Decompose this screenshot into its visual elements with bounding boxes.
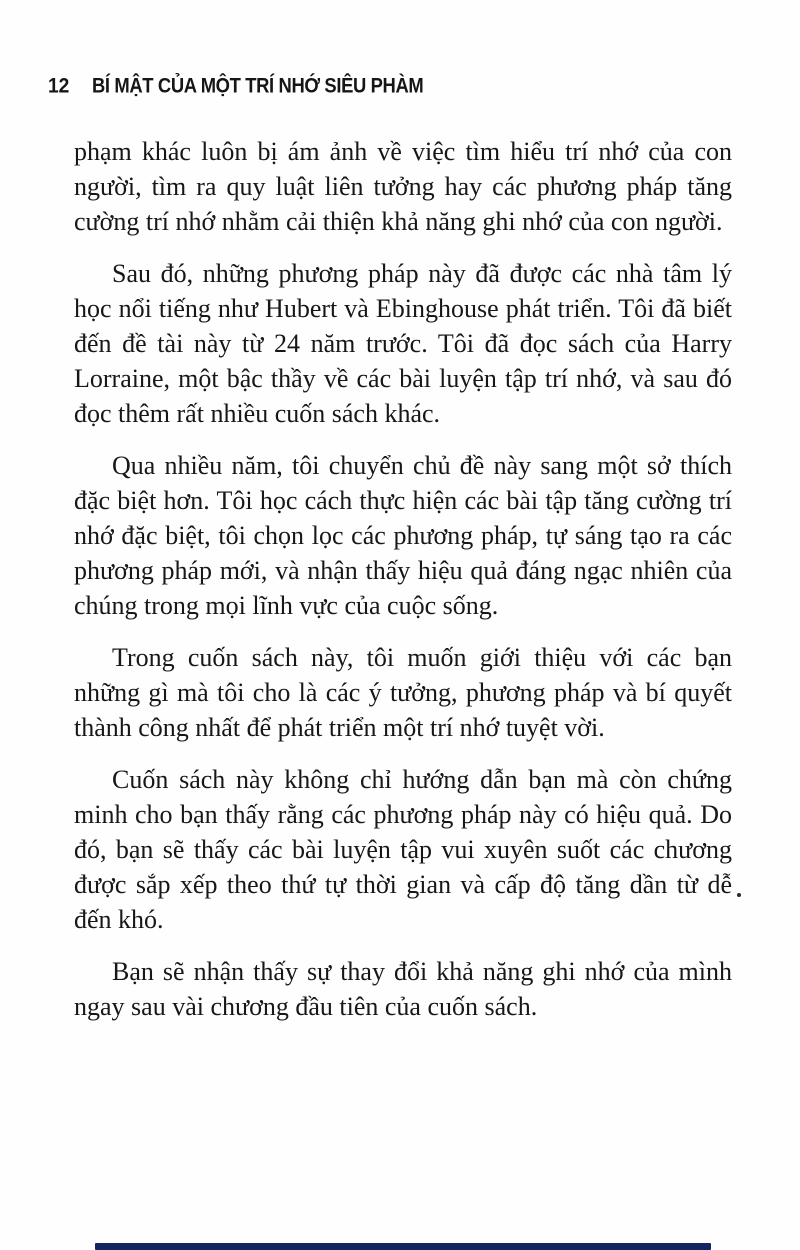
page-body [74, 134, 732, 1041]
body-paragraph: Cuốn sách này không chỉ hướng dẫn bạn mà còn chứng minh cho bạn thấy rằng các phương pháp này có hiệu quả. Do đó, bạn sẽ thấy các bài luyện tập vui xuyên suốt các chương được sắp xếp theo thứ tự thời gian và cấp độ tăng dần từ dễ đến khó. [74, 765, 732, 934]
scan-speck-artifact [737, 893, 741, 897]
scan-footer-bar-artifact [95, 1243, 711, 1250]
body-paragraph: Sau đó, những phương pháp này đã được các nhà tâm lý học nổi tiếng như Hubert và Ebinghouse phát triển. Tôi đã biết đến đề tài này từ 24 năm trước. Tôi đã đọc sách của Harry Lorraine, một bậc thầy về các bài luyện tập trí nhớ, và sau đó đọc thêm rất nhiều cuốn sách khác. [74, 259, 732, 428]
page-number: 12 [48, 74, 70, 98]
body-paragraph: Trong cuốn sách này, tôi muốn giới thiệu với các bạn những gì mà tôi cho là các ý tưởng, phương pháp và bí quyết thành công nhất để phát triển một trí nhớ tuyệt vời. [74, 643, 732, 742]
running-title: BÍ MẬT CỦA MỘT TRÍ NHỚ SIÊU PHÀM [92, 74, 424, 98]
page-header [48, 76, 740, 99]
body-paragraph: phạm khác luôn bị ám ảnh về việc tìm hiểu trí nhớ của con người, tìm ra quy luật liên tưởng hay các phương pháp tăng cường trí nhớ nhằm cải thiện khả năng ghi nhớ của con người. [74, 137, 732, 236]
body-paragraph: Qua nhiều năm, tôi chuyển chủ đề này sang một sở thích đặc biệt hơn. Tôi học cách thực hiện các bài tập tăng cường trí nhớ đặc biệt, tôi chọn lọc các phương pháp, tự sáng tạo ra các phương pháp mới, và nhận thấy hiệu quả đáng ngạc nhiên của chúng trong mọi lĩnh vực của cuộc sống. [74, 451, 732, 620]
body-paragraph: Bạn sẽ nhận thấy sự thay đổi khả năng ghi nhớ của mình ngay sau vài chương đầu tiên của cuốn sách. [74, 957, 732, 1021]
